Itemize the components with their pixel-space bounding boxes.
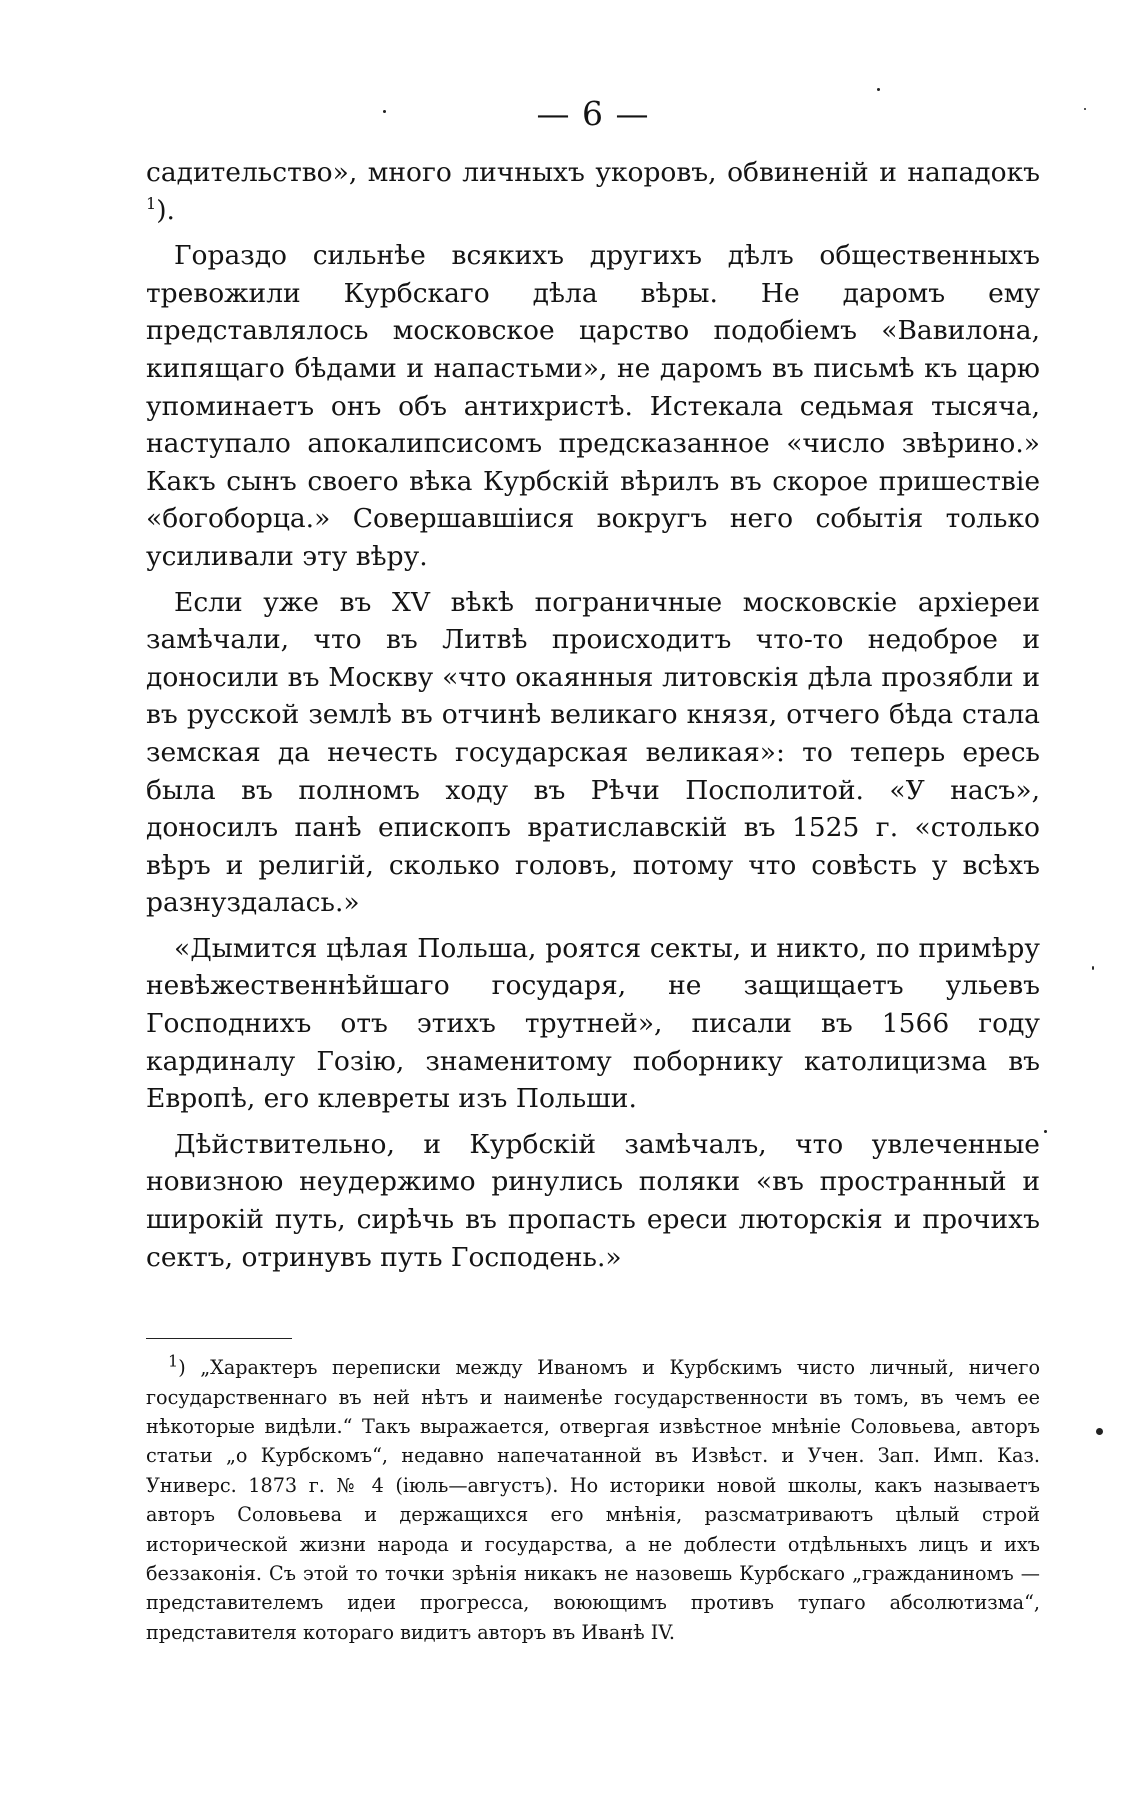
page-number: — 6 — xyxy=(536,94,650,133)
paragraph: Дѣйствительно, и Курбскій замѣчалъ, что увлеченные новизною неудержимо ринулись поляки «въ пространный и широкій путь, сирѣчь въ пропасть ереси люторскія и прочихъ сектъ, отринувъ путь Господень.» xyxy=(146,1128,1040,1273)
paragraph: Если уже въ XV вѣкѣ пограничные московскіе архіереи замѣчали, что въ Литвѣ происходитъ что-то недоброе и доносили въ Москву «что окаянныя литовскія дѣла прозябли и въ русской землѣ въ отчинѣ великаго князя, отчего бѣда стала земская да нечесть государская великая»: то теперь ересь была въ полномъ ходу въ Рѣчи Посполитой. «У насъ», доносилъ панѣ епископъ вратиславскій въ 1525 г. «столько вѣръ и религій, сколько головъ, потому что совѣсть у всѣхъ разнуздалась.» xyxy=(146,586,1040,919)
ink-speck xyxy=(877,88,880,91)
paragraph: Гораздо сильнѣе всякихъ другихъ дѣлъ общественныхъ тревожили Курбскаго дѣла вѣры. Не даромъ ему представлялось московское царство подобіемъ «Вавилона, кипящаго бѣдами и напастьми», не даромъ въ письмѣ къ царю упоминаетъ онъ объ антихристѣ. Истекала седьмая тысяча, наступало апокалипсисомъ предсказанное «число звѣрино.» Какъ сынъ своего вѣка Курбскій вѣрилъ въ скорое пришествіе «богоборца.» Совершавшіися вокругъ него событія только усиливали эту вѣру. xyxy=(146,240,1040,572)
ink-speck xyxy=(1084,108,1086,110)
main-text xyxy=(146,154,1040,1276)
footnote-separator xyxy=(146,1338,292,1339)
footnote-paragraph xyxy=(146,1353,1040,1647)
footnote-reference: 1 xyxy=(146,193,157,213)
ink-speck xyxy=(383,110,386,113)
paragraph: «Дымится цѣлая Польша, роятся секты, и никто, по примѣру невѣжественнѣйшаго государя, не защищаетъ ульевъ Господнихъ отъ этихъ трутней», писали въ 1566 году кардиналу Гозію, знаменитому поборнику католицизма въ Европѣ, его клевреты изъ Польши. xyxy=(146,932,1040,1115)
footnote-marker: 1 xyxy=(168,1351,179,1371)
footnote-text: ) „Характеръ переписки между Иваномъ и Курбскимъ чисто личный, ничего государственнаго въ ней нѣтъ и наименѣе государственности въ томъ, въ чемъ ее нѣкоторые видѣли.“ Такъ выражается, отвергая извѣстное мнѣніе Соловьева, авторъ статьи „о Курбскомъ“, недавно напечатанной въ Извѣст. и Учен. Зап. Имп. Каз. Универс. 1873 г. № 4 (іюль—августъ). Но историки новой школы, какъ называетъ авторъ Соловьева и держащихся его мнѣнія, разсматриваютъ цѣлый строй исторической жизни народа и государства, а не доблести отдѣльныхъ лицъ и ихъ беззаконія. Съ этой то точки зрѣнія никакъ не назовешь Курбскаго „гражданиномъ — представителемъ идеи прогресса, воюющимъ противъ тупаго абсолютизма“, представителя котораго видитъ авторъ въ Иванѣ IV. xyxy=(146,1356,1040,1644)
ink-speck xyxy=(1092,966,1094,970)
ink-speck xyxy=(1044,1130,1047,1133)
paragraph-continuation xyxy=(146,154,1040,229)
paragraph-text: садительство», много личныхъ укоровъ, обвиненій и нападокъ xyxy=(146,157,1040,188)
ink-speck xyxy=(1096,1428,1103,1435)
paragraph-tail: ). xyxy=(156,194,175,226)
footnote xyxy=(146,1353,1040,1647)
